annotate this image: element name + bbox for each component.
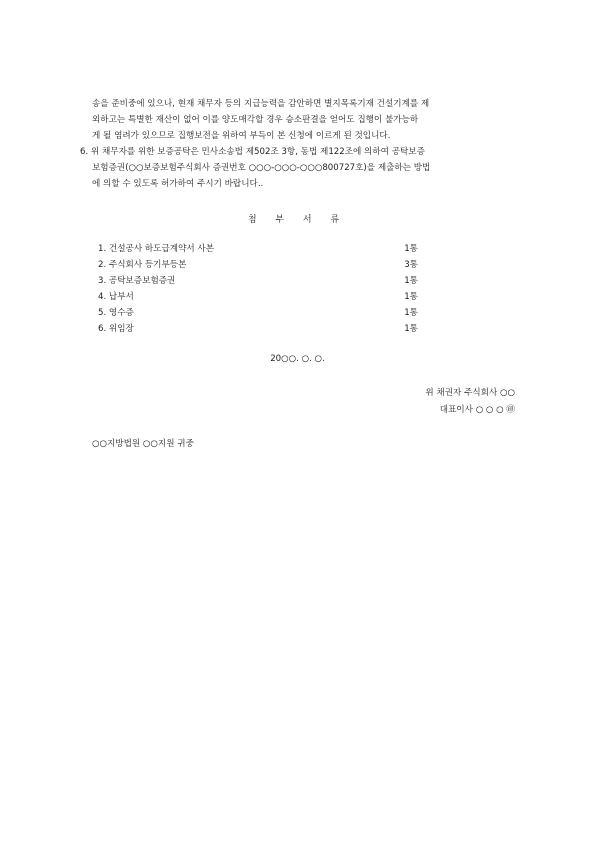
- attachments-heading: 첨 부 서 류: [247, 215, 348, 225]
- attachment-qty: 1통: [404, 292, 418, 302]
- attachment-qty: 3통: [404, 260, 418, 270]
- paragraph-line: 외하고는 특별한 재산이 없어 이를 양도매각할 경우 승소판결을 얻어도 집행이 불가능하: [92, 115, 419, 125]
- attachment-qty: 1통: [404, 324, 418, 334]
- paragraph-line: 6. 위 채무자를 위한 보증공탁은 민사소송법 제502조 3항, 동법 제122조에 의하여 공탁보증: [80, 147, 425, 157]
- attachment-label: 3. 공탁보증보험증권: [98, 276, 176, 286]
- attachment-item: [98, 242, 428, 254]
- attachment-label: 6. 위임장: [98, 324, 134, 334]
- attachment-item: [98, 258, 428, 270]
- court-addressee: ○○지방법원 ○○지원 귀중: [92, 439, 194, 449]
- paragraph-line: 보험증권(○○보증보험주식회사 증권번호 ○○○-○○○-○○○800727호)을 제출하는 방법: [92, 163, 431, 173]
- attachment-label: 4. 납부서: [98, 292, 134, 302]
- attachment-item: [98, 274, 428, 286]
- attachment-item: [98, 290, 428, 302]
- representative-line: 대표이사 ○ ○ ○ ㊞: [439, 405, 515, 415]
- attachment-label: 2. 주식회사 등기부등본: [98, 260, 187, 270]
- attachment-label: 1. 건설공사 하도급계약서 사본: [98, 244, 215, 254]
- paragraph-line: 에 의할 수 있도록 허가하여 주시기 바랍니다..: [92, 179, 264, 189]
- paragraph-line: 송을 준비중에 있으나, 현재 채무자 등의 지급능력을 감안하면 별지목록기재 건설기계를 제: [92, 99, 430, 109]
- attachment-qty: 1통: [404, 276, 418, 286]
- attachment-item: [98, 306, 428, 318]
- paragraph-line: 게 될 염려가 있으므로 집행보전을 위하여 부득이 본 신청에 이르게 된 것입니다.: [92, 131, 391, 141]
- document-date: 20○○. ○. ○.: [270, 354, 325, 364]
- attachment-item: [98, 322, 428, 334]
- attachment-qty: 1통: [404, 308, 418, 318]
- creditor-line: 위 채권자 주식회사 ○○: [425, 388, 515, 398]
- attachment-label: 5. 영수증: [98, 308, 134, 318]
- attachment-qty: 1통: [404, 244, 418, 254]
